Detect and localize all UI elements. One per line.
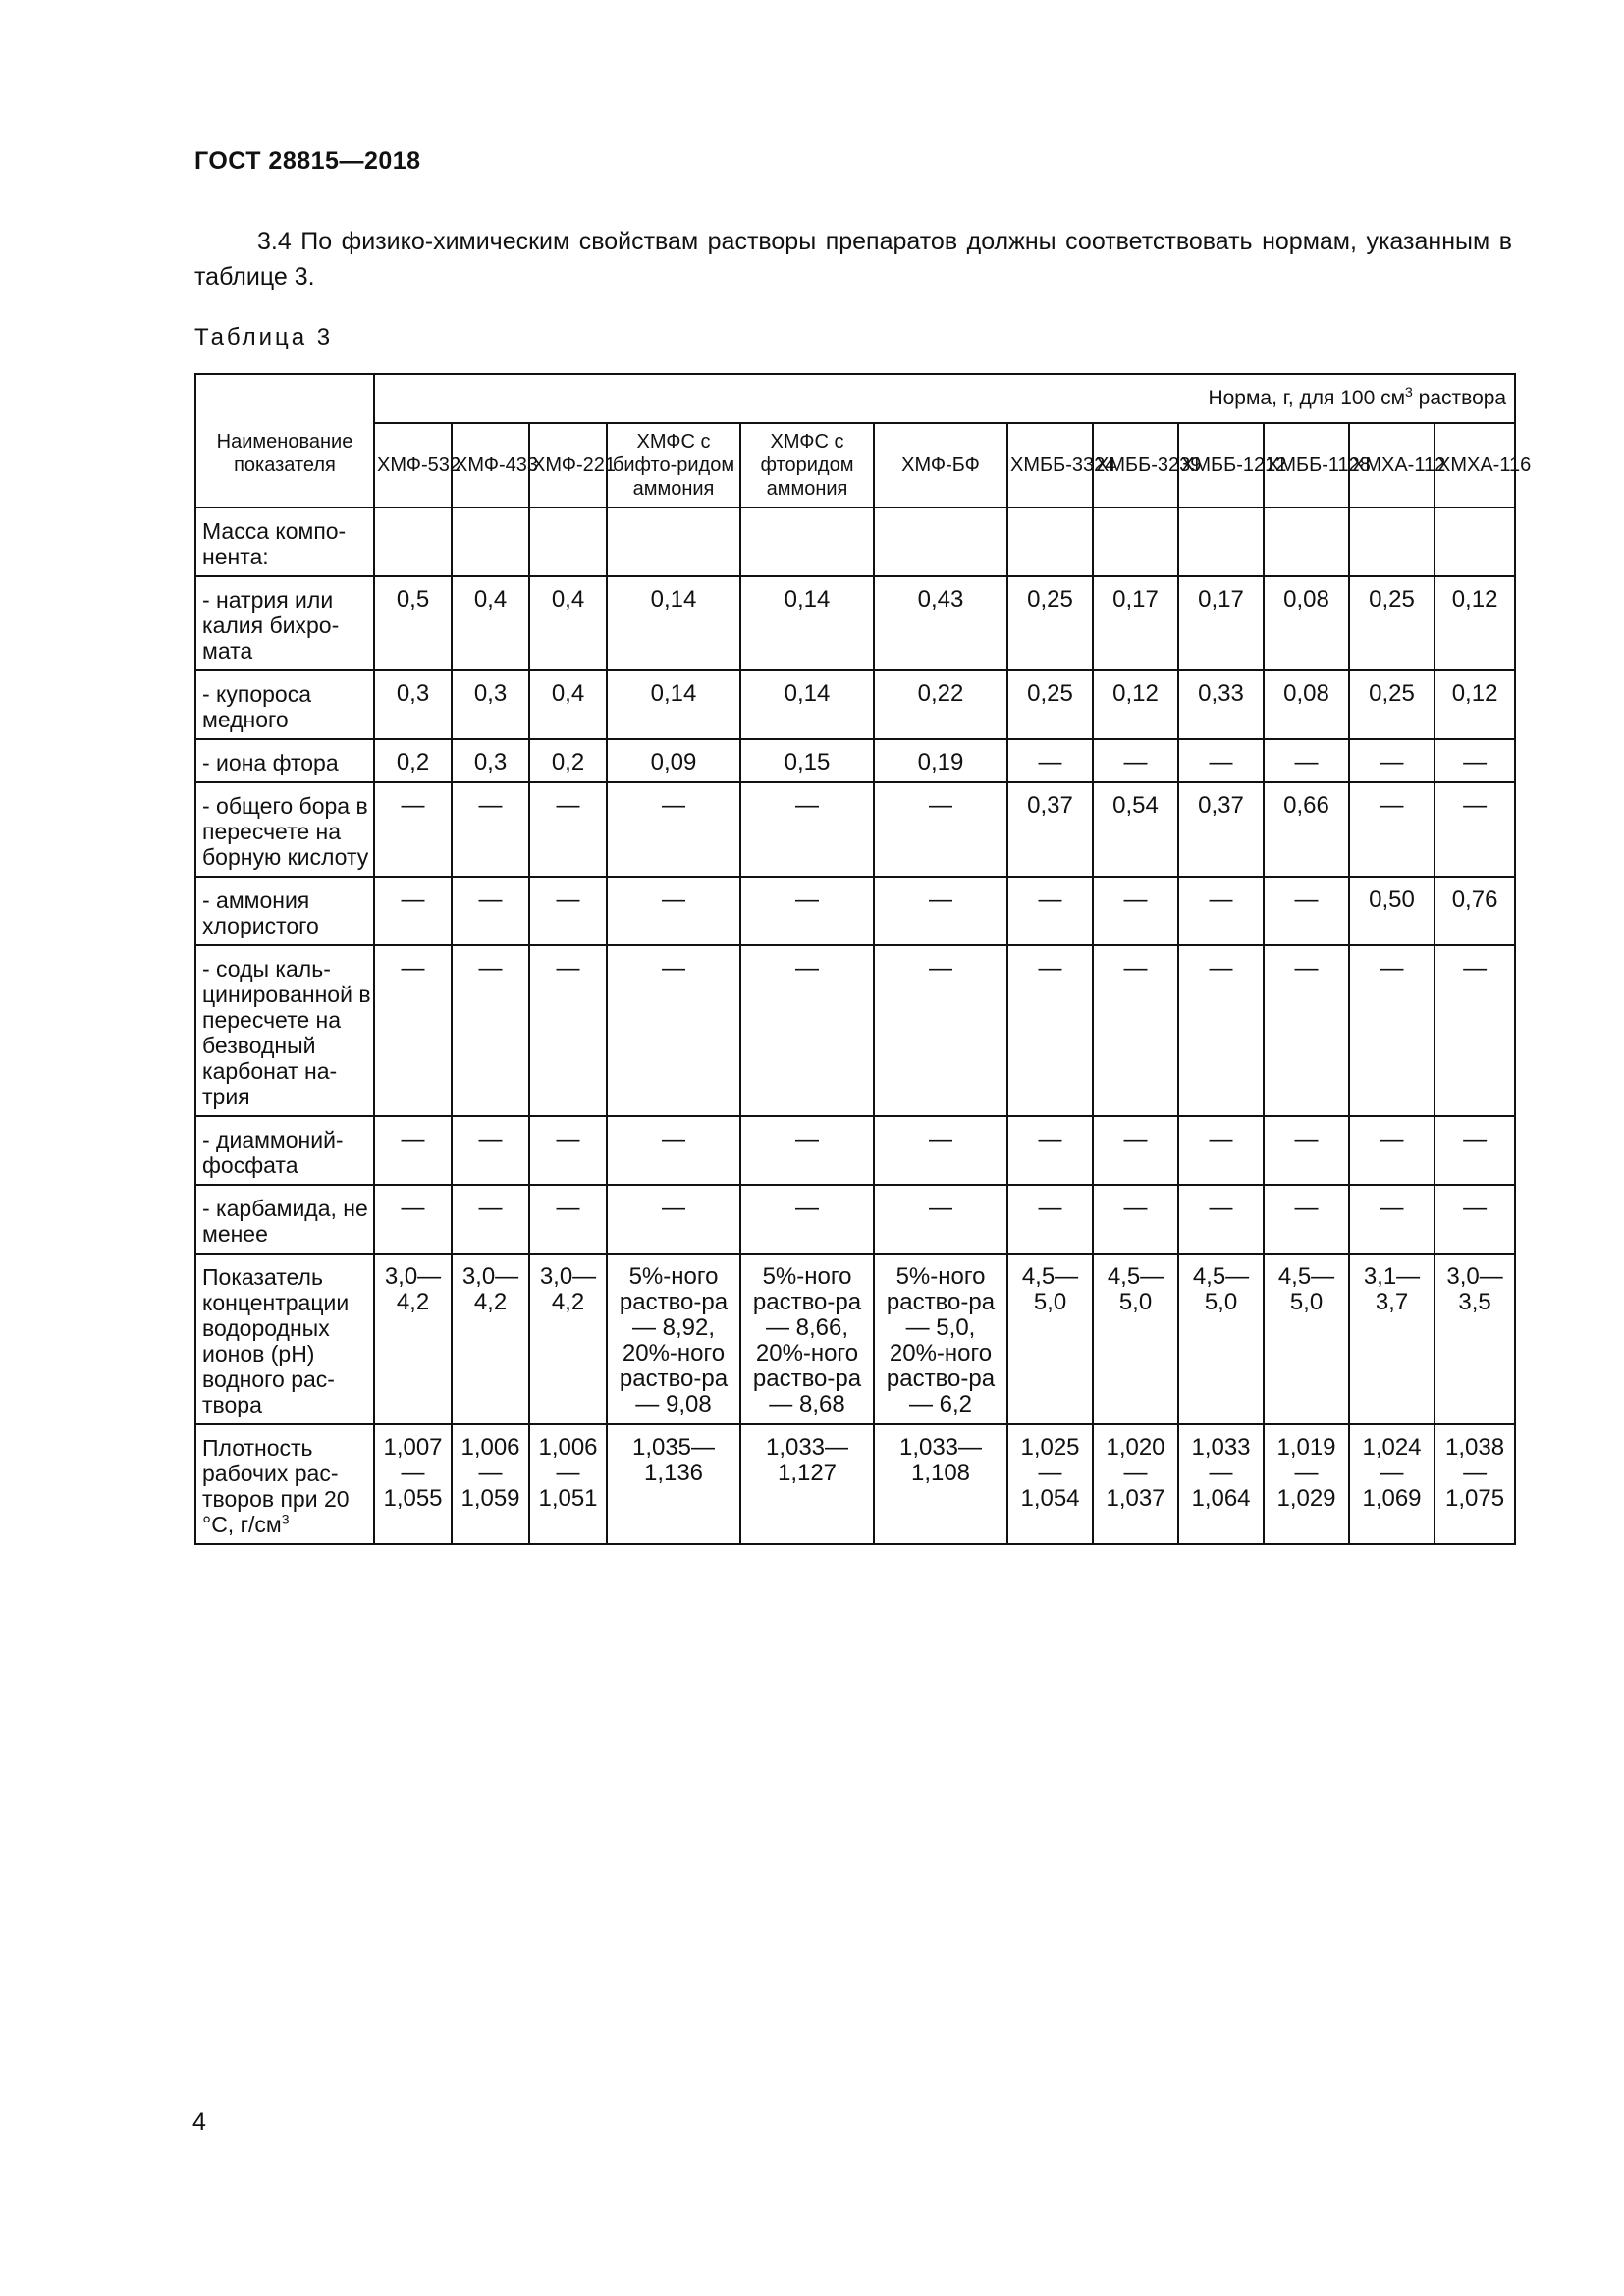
table-cell: — <box>1264 877 1349 945</box>
table-cell: 1,019 — 1,029 <box>1264 1424 1349 1544</box>
table-cell: — <box>740 782 874 877</box>
table-cell: — <box>874 1116 1007 1185</box>
table-cell <box>374 507 452 576</box>
table-cell: 3,0—4,2 <box>452 1254 529 1424</box>
table-cell: — <box>874 945 1007 1116</box>
table-cell: — <box>1007 877 1093 945</box>
name-column-header: Наименование показателя <box>195 374 374 507</box>
table-cell: 0,14 <box>607 576 740 670</box>
table-cell: 1,033—1,108 <box>874 1424 1007 1544</box>
table-cell: — <box>452 877 529 945</box>
table-cell <box>607 507 740 576</box>
document-code-header: ГОСТ 28815—2018 <box>194 147 421 175</box>
table-cell: — <box>740 945 874 1116</box>
row-label: Масса компо-нента: <box>195 507 374 576</box>
intro-paragraph: 3.4 По физико-химическим свойствам растворы препаратов должны соответствовать нормам, указанным в таблице 3. <box>194 228 1512 291</box>
row-label: - соды каль-цинированной в пересчете на безводный карбонат на-трия <box>195 945 374 1116</box>
column-header: ХМФ-433 <box>452 423 529 507</box>
table-cell: — <box>1349 1185 1435 1254</box>
table-cell: — <box>1349 945 1435 1116</box>
table-cell: 0,12 <box>1093 670 1178 739</box>
table-cell: 0,08 <box>1264 670 1349 739</box>
table-cell: 1,033—1,127 <box>740 1424 874 1544</box>
table-row <box>195 739 1515 782</box>
norms-table <box>194 373 1532 1545</box>
table-cell: — <box>1435 1116 1515 1185</box>
table-cell: 3,1—3,7 <box>1349 1254 1435 1424</box>
table-cell: 4,5—5,0 <box>1178 1254 1264 1424</box>
table-cell: — <box>1178 1185 1264 1254</box>
table-cell: 1,006 — 1,051 <box>529 1424 607 1544</box>
table-cell: — <box>374 877 452 945</box>
table-cell: 0,25 <box>1007 670 1093 739</box>
table-cell: 0,14 <box>740 576 874 670</box>
table-cell: — <box>1007 945 1093 1116</box>
column-header: ХМББ-3324 <box>1007 423 1093 507</box>
table-row <box>195 670 1515 739</box>
table-cell: — <box>1178 1116 1264 1185</box>
table-cell: 0,3 <box>452 739 529 782</box>
row-label: Показатель концентрации водородных ионов (pH) водного рас-твора <box>195 1254 374 1424</box>
table-cell: 1,020 — 1,037 <box>1093 1424 1178 1544</box>
table-cell: 5%-ного раство-ра — 8,66, 20%-ного раство-ра — 8,68 <box>740 1254 874 1424</box>
table-cell: — <box>607 877 740 945</box>
norm-header: Норма, г, для 100 $см^3$ раствора <box>374 374 1515 423</box>
table-cell: — <box>1264 945 1349 1116</box>
table-cell: — <box>1093 877 1178 945</box>
table-cell: 0,14 <box>740 670 874 739</box>
table-cell: 3,0—4,2 <box>374 1254 452 1424</box>
page-number: 4 <box>192 2109 206 2136</box>
table-cell: — <box>374 1116 452 1185</box>
row-label: - иона фтора <box>195 739 374 782</box>
table-cell <box>1007 507 1093 576</box>
row-label: - аммония хлористого <box>195 877 374 945</box>
table-cell: — <box>1007 1185 1093 1254</box>
table-cell: 0,3 <box>374 670 452 739</box>
table-cell: 3,0—3,5 <box>1435 1254 1515 1424</box>
table-cell: — <box>452 782 529 877</box>
column-header: ХМББ-1212 <box>1178 423 1264 507</box>
row-label: - общего бора в пересчете на борную кислоту <box>195 782 374 877</box>
table-cell: — <box>1435 739 1515 782</box>
table-cell <box>1178 507 1264 576</box>
table-cell: — <box>452 945 529 1116</box>
column-header: ХМХА-112 <box>1349 423 1435 507</box>
table-cell: 0,76 <box>1435 877 1515 945</box>
row-label: Плотность рабочих рас-творов при 20 °С, $г/см^3$ <box>195 1424 374 1544</box>
table-cell: 1,007 — 1,055 <box>374 1424 452 1544</box>
table-cell: — <box>374 1185 452 1254</box>
table-cell: — <box>1093 1185 1178 1254</box>
table-cell: 1,025 — 1,054 <box>1007 1424 1093 1544</box>
table-cell: 0,2 <box>529 739 607 782</box>
table-row <box>195 945 1515 1116</box>
table-cell: — <box>529 877 607 945</box>
table-cell: — <box>529 1185 607 1254</box>
table-cell: — <box>874 782 1007 877</box>
column-header: ХМББ-3239 <box>1093 423 1178 507</box>
table-cell: — <box>529 782 607 877</box>
table-cell: 0,22 <box>874 670 1007 739</box>
table-cell: 0,3 <box>452 670 529 739</box>
column-header: ХМФС с бифто-ридом аммония <box>607 423 740 507</box>
table-cell: — <box>607 782 740 877</box>
table-cell: 0,25 <box>1349 576 1435 670</box>
table-cell: 0,66 <box>1264 782 1349 877</box>
column-header: ХМФ-532 <box>374 423 452 507</box>
table-cell: — <box>374 782 452 877</box>
table-cell: — <box>1435 1185 1515 1254</box>
table-cell: 0,12 <box>1435 670 1515 739</box>
table-cell: 0,43 <box>874 576 1007 670</box>
table-cell: — <box>452 1185 529 1254</box>
table-row <box>195 782 1515 877</box>
table-cell: 0,33 <box>1178 670 1264 739</box>
table-cell: 0,25 <box>1349 670 1435 739</box>
table-cell <box>1349 507 1435 576</box>
table-cell: — <box>740 1185 874 1254</box>
table-row <box>195 507 1515 576</box>
table-cell: — <box>1435 945 1515 1116</box>
table-cell: — <box>1007 1116 1093 1185</box>
table-cell: — <box>607 945 740 1116</box>
table-cell <box>452 507 529 576</box>
table-cell: 0,54 <box>1093 782 1178 877</box>
table-cell: 0,4 <box>452 576 529 670</box>
table-cell: 0,5 <box>374 576 452 670</box>
table-cell: 5%-ного раство-ра — 5,0, 20%-ного раство-ра — 6,2 <box>874 1254 1007 1424</box>
table-cell: 0,4 <box>529 576 607 670</box>
table-cell: 0,25 <box>1007 576 1093 670</box>
table-cell: — <box>1435 782 1515 877</box>
table-cell <box>740 507 874 576</box>
table-cell: — <box>740 877 874 945</box>
table-cell: 0,15 <box>740 739 874 782</box>
table-cell: — <box>1178 739 1264 782</box>
row-label: - диаммоний-фосфата <box>195 1116 374 1185</box>
table-cell: — <box>1264 1116 1349 1185</box>
table-cell: 4,5—5,0 <box>1007 1254 1093 1424</box>
table-cell: 0,4 <box>529 670 607 739</box>
table-cell: — <box>1178 877 1264 945</box>
table-cell: — <box>607 1116 740 1185</box>
table-cell: — <box>740 1116 874 1185</box>
table-cell <box>1435 507 1515 576</box>
table-cell: 0,50 <box>1349 877 1435 945</box>
table-cell <box>529 507 607 576</box>
table-cell: — <box>529 1116 607 1185</box>
row-label: - натрия или калия бихро-мата <box>195 576 374 670</box>
table-cell: 0,37 <box>1007 782 1093 877</box>
column-header: ХМФ-БФ <box>874 423 1007 507</box>
table-cell: — <box>529 945 607 1116</box>
table-row <box>195 1185 1515 1254</box>
table-cell: — <box>374 945 452 1116</box>
table-cell: — <box>1093 1116 1178 1185</box>
table-cell: — <box>1007 739 1093 782</box>
row-label: - карбамида, не менее <box>195 1185 374 1254</box>
table-cell: 0,14 <box>607 670 740 739</box>
table-cell: — <box>1264 739 1349 782</box>
table-cell: — <box>1349 1116 1435 1185</box>
table-caption: Таблица 3 <box>194 324 334 350</box>
table-cell: — <box>452 1116 529 1185</box>
row-label: - купороса медного <box>195 670 374 739</box>
table-row <box>195 1424 1515 1544</box>
table-cell: — <box>607 1185 740 1254</box>
table-row <box>195 576 1515 670</box>
column-header: ХМФС с фторидом аммония <box>740 423 874 507</box>
table-cell: — <box>1093 945 1178 1116</box>
table-cell: 5%-ного раство-ра — 8,92, 20%-ного раство-ра — 9,08 <box>607 1254 740 1424</box>
table-row <box>195 1254 1515 1424</box>
table-row <box>195 877 1515 945</box>
table-cell: — <box>1349 782 1435 877</box>
table-cell: 1,024 — 1,069 <box>1349 1424 1435 1544</box>
table-cell: 4,5—5,0 <box>1093 1254 1178 1424</box>
table-cell: — <box>1178 945 1264 1116</box>
table-cell: — <box>1264 1185 1349 1254</box>
table-cell: 0,19 <box>874 739 1007 782</box>
table-cell: 1,035—1,136 <box>607 1424 740 1544</box>
table-cell: 1,038 — 1,075 <box>1435 1424 1515 1544</box>
table-cell: 1,033 — 1,064 <box>1178 1424 1264 1544</box>
table-cell: — <box>1093 739 1178 782</box>
table-cell: — <box>874 1185 1007 1254</box>
table-cell: 0,17 <box>1178 576 1264 670</box>
column-header: ХМББ-1128 <box>1264 423 1349 507</box>
column-header: ХМФ-221 <box>529 423 607 507</box>
table-cell: 0,37 <box>1178 782 1264 877</box>
table-cell: 0,09 <box>607 739 740 782</box>
table-cell <box>874 507 1007 576</box>
table-cell: 0,17 <box>1093 576 1178 670</box>
table-cell: 4,5—5,0 <box>1264 1254 1349 1424</box>
table-cell <box>1264 507 1349 576</box>
table-cell: — <box>1349 739 1435 782</box>
table-cell: 1,006 — 1,059 <box>452 1424 529 1544</box>
column-header: ХМХА-116 <box>1435 423 1515 507</box>
table-cell <box>1093 507 1178 576</box>
table-cell: 0,2 <box>374 739 452 782</box>
table-cell: 3,0—4,2 <box>529 1254 607 1424</box>
table-cell: — <box>874 877 1007 945</box>
table-cell: 0,08 <box>1264 576 1349 670</box>
table-row <box>195 1116 1515 1185</box>
table-cell: 0,12 <box>1435 576 1515 670</box>
